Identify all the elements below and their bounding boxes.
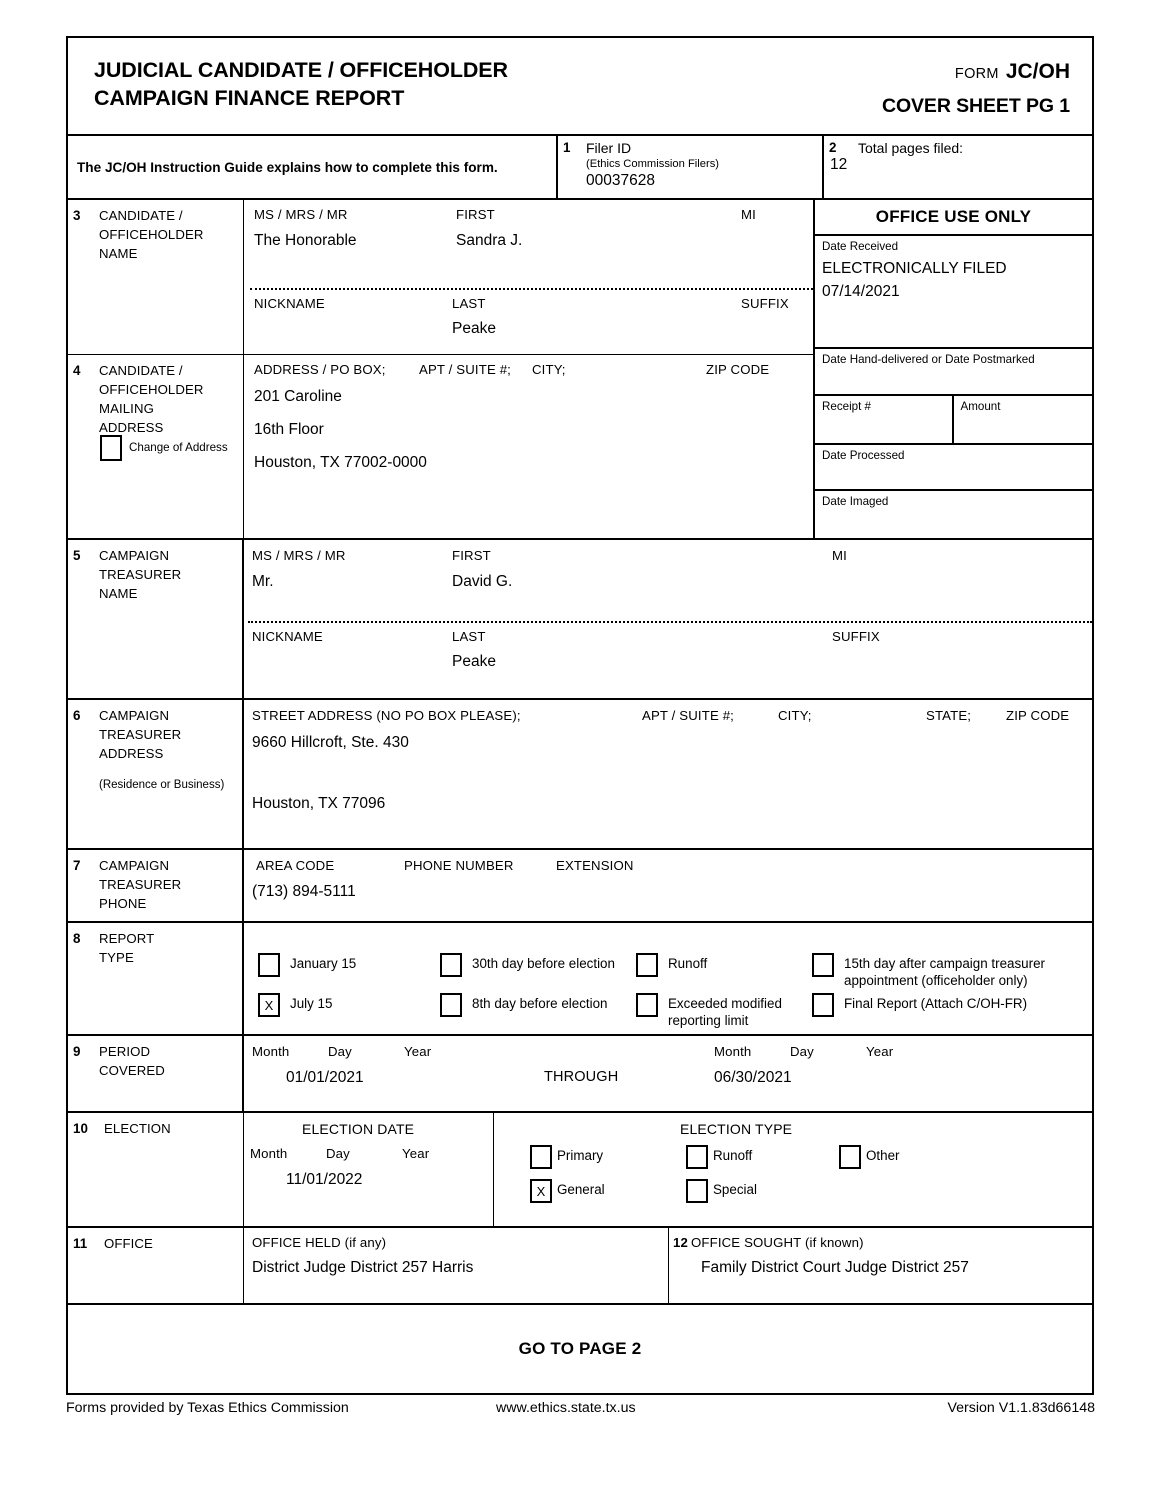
period-to-year-header: Year xyxy=(866,1044,894,1059)
date-processed-field xyxy=(815,445,1092,491)
period-from-day-header: Day xyxy=(328,1044,352,1059)
election-type-option-label: Special xyxy=(713,1182,757,1197)
mailing-address-header: ADDRESS / PO BOX; xyxy=(254,362,386,377)
office-sought-value[interactable]: Family District Court Judge District 257 xyxy=(701,1259,969,1276)
checkbox-30th-day-before-election[interactable] xyxy=(440,953,462,977)
instruction-text: The JC/OH Instruction Guide explains how to complete this form. xyxy=(77,159,498,175)
election-type-option-label: Other xyxy=(866,1148,900,1163)
election-type-option-primary[interactable] xyxy=(530,1145,603,1169)
treasurer-phone-number: 7 xyxy=(73,858,81,873)
candidate-name-label-l1: CANDIDATE / xyxy=(99,208,183,223)
treasurer-title-value[interactable]: Mr. xyxy=(252,573,274,590)
candidate-mi-header: MI xyxy=(741,207,756,222)
treasurer-address-label-l1: CAMPAIGN xyxy=(99,708,170,723)
election-number: 10 xyxy=(73,1121,88,1136)
treasurer-phone-label-l1: CAMPAIGN xyxy=(99,858,170,873)
total-pages-number: 2 xyxy=(829,140,837,155)
treasurer-name-number: 5 xyxy=(73,548,81,563)
title-line-2: CAMPAIGN FINANCE REPORT xyxy=(94,86,405,111)
treasurer-address-label xyxy=(68,700,244,848)
report-type-option-final-report[interactable] xyxy=(812,993,1082,1017)
go-to-page-2-row xyxy=(68,1305,1092,1393)
report-type-label-l1: REPORT xyxy=(99,931,155,946)
mailing-address-fields xyxy=(244,355,813,538)
treasurer-address-row xyxy=(68,700,1092,850)
election-type-option-other[interactable] xyxy=(839,1145,900,1169)
report-type-number: 8 xyxy=(73,931,81,946)
filer-id-sublabel: (Ethics Commission Filers) xyxy=(586,158,720,170)
checkbox-general[interactable]: X xyxy=(530,1179,552,1203)
candidate-name-label-l3: NAME xyxy=(99,246,138,261)
office-held-field xyxy=(244,1228,669,1303)
title-line-1: JUDICIAL CANDIDATE / OFFICEHOLDER xyxy=(94,58,508,82)
office-row xyxy=(68,1228,1092,1305)
treasurer-nickname-header: NICKNAME xyxy=(252,629,323,644)
change-of-address-label: Change of Address xyxy=(129,440,228,454)
treasurer-first-value[interactable]: David G. xyxy=(452,573,513,590)
office-label xyxy=(68,1228,244,1303)
election-type-title: ELECTION TYPE xyxy=(680,1121,793,1137)
treasurer-phone-label-l2: TREASURER xyxy=(99,877,182,892)
page-footer xyxy=(66,1400,1095,1416)
form-frame xyxy=(66,36,1094,1395)
mailing-address-line1[interactable]: 201 Caroline xyxy=(254,388,342,405)
candidate-name-label-l2: OFFICEHOLDER xyxy=(99,227,204,242)
treasurer-address-number: 6 xyxy=(73,708,81,723)
treasurer-name-fields xyxy=(244,540,1092,698)
footer-left: Forms provided by Texas Ethics Commission xyxy=(66,1400,349,1416)
election-label xyxy=(68,1113,244,1226)
period-covered-label-l2: COVERED xyxy=(99,1063,165,1078)
form-header xyxy=(68,38,1092,136)
period-covered-label-l1: PERIOD xyxy=(99,1044,151,1059)
office-use-only-title: OFFICE USE ONLY xyxy=(815,200,1092,236)
election-date-value[interactable]: 11/01/2022 xyxy=(286,1171,363,1188)
treasurer-name-row xyxy=(68,540,1092,700)
treasurer-zip-header: ZIP CODE xyxy=(1006,708,1070,723)
area-code-header: AREA CODE xyxy=(256,858,335,873)
treasurer-suffix-header: SUFFIX xyxy=(832,629,880,644)
report-type-option-label: 8th day before election xyxy=(472,996,608,1011)
candidate-last-value[interactable]: Peake xyxy=(452,320,496,337)
period-covered-fields xyxy=(244,1036,1092,1111)
candidate-first-header: FIRST xyxy=(456,207,495,222)
report-type-option-30th-day[interactable] xyxy=(440,953,615,977)
office-sought-field xyxy=(669,1228,1092,1303)
checkbox-exceeded-modified-reporting-limit[interactable] xyxy=(636,993,658,1017)
treasurer-name-label-l1: CAMPAIGN xyxy=(99,548,170,563)
election-date-field xyxy=(244,1113,494,1226)
treasurer-phone-row xyxy=(68,850,1092,923)
treasurer-city-header: CITY; xyxy=(778,708,812,723)
election-type-option-label: Runoff xyxy=(713,1148,753,1163)
report-type-option-8th-day[interactable] xyxy=(440,993,608,1017)
election-type-option-runoff[interactable] xyxy=(686,1145,752,1169)
candidate-last-header: LAST xyxy=(452,296,486,311)
office-held-value[interactable]: District Judge District 257 Harris xyxy=(252,1259,474,1276)
candidate-title-value[interactable]: The Honorable xyxy=(254,232,357,249)
report-type-option-label: July 15 xyxy=(290,996,333,1011)
filer-id-label: Filer ID xyxy=(586,140,632,156)
report-type-option-15th-day[interactable] xyxy=(812,953,1082,990)
candidate-nickname-header: NICKNAME xyxy=(254,296,325,311)
report-type-option-runoff[interactable] xyxy=(636,953,707,977)
total-pages-field xyxy=(824,136,1092,198)
treasurer-name-label xyxy=(68,540,244,698)
mailing-address-label-l4: ADDRESS xyxy=(99,420,164,435)
change-of-address-option[interactable] xyxy=(93,435,228,461)
checkbox-july-15[interactable]: X xyxy=(258,993,280,1017)
treasurer-address-line2[interactable]: Houston, TX 77096 xyxy=(252,795,386,812)
election-label-text: ELECTION xyxy=(104,1121,171,1136)
mailing-address-label-l1: CANDIDATE / xyxy=(99,363,183,378)
treasurer-phone-label-l3: PHONE xyxy=(99,896,147,911)
cover-sheet-label: COVER SHEET PG 1 xyxy=(881,94,1070,117)
period-to-month-header: Month xyxy=(714,1044,752,1059)
change-of-address-checkbox[interactable] xyxy=(100,435,122,461)
date-received-value-l2: 07/14/2021 xyxy=(822,283,900,300)
office-use-only-box xyxy=(815,200,1092,538)
election-month-header: Month xyxy=(250,1146,288,1161)
election-type-option-general[interactable] xyxy=(530,1179,605,1203)
checkbox-15th-day-after-appointment[interactable] xyxy=(812,953,834,977)
instruction-row xyxy=(68,136,1092,200)
date-hand-delivered-field xyxy=(815,349,1092,396)
report-type-options xyxy=(244,923,1092,1034)
total-pages-label: Total pages filed: xyxy=(858,140,964,156)
election-type-option-special[interactable] xyxy=(686,1179,757,1203)
treasurer-name-top xyxy=(244,540,1092,620)
treasurer-address-fields xyxy=(244,700,1092,848)
date-received-value-l1: ELECTRONICALLY FILED xyxy=(822,260,1007,277)
report-type-label-l2: TYPE xyxy=(99,950,134,965)
mailing-address-label-l2: OFFICEHOLDER xyxy=(99,382,204,397)
period-from-year-header: Year xyxy=(404,1044,432,1059)
form-code-line xyxy=(882,58,1070,87)
treasurer-street-header: STREET ADDRESS (NO PO BOX PLEASE); xyxy=(252,708,521,723)
filer-id-number: 1 xyxy=(563,140,571,155)
period-from-value[interactable]: 01/01/2021 xyxy=(286,1069,364,1086)
form-value: JC/OH xyxy=(1005,60,1070,83)
candidate-title-header: MS / MRS / MR xyxy=(254,207,348,222)
treasurer-address-sublabel: (Residence or Business) xyxy=(99,779,225,791)
period-covered-row xyxy=(68,1036,1092,1113)
treasurer-last-value[interactable]: Peake xyxy=(452,653,496,670)
checkbox-runoff[interactable] xyxy=(636,953,658,977)
page-title xyxy=(94,56,508,113)
election-type-field xyxy=(494,1113,1092,1226)
checkbox-special[interactable] xyxy=(686,1179,708,1203)
treasurer-state-header: STATE; xyxy=(926,708,972,723)
office-number: 11 xyxy=(73,1236,88,1251)
treasurer-address-line1[interactable]: 9660 Hillcroft, Ste. 430 xyxy=(252,734,409,751)
election-type-option-label: Primary xyxy=(557,1148,604,1163)
candidate-suffix-header: SUFFIX xyxy=(741,296,789,311)
report-type-label xyxy=(68,923,244,1034)
candidate-name-top xyxy=(244,200,813,287)
treasurer-phone-fields xyxy=(244,850,1092,921)
footer-right: Version V1.1.83d66148 xyxy=(947,1400,1095,1416)
candidate-name-bottom xyxy=(244,290,813,354)
election-row xyxy=(68,1113,1092,1228)
footer-center: www.ethics.state.tx.us xyxy=(496,1400,636,1416)
candidate-sections xyxy=(68,200,815,538)
mailing-address-row xyxy=(68,355,813,538)
report-type-option-label: Final Report (Attach C/OH-FR) xyxy=(844,996,1028,1011)
candidate-name-number: 3 xyxy=(73,208,81,223)
period-through-label: THROUGH xyxy=(544,1069,619,1085)
office-sought-number: 12 xyxy=(673,1235,688,1250)
candidate-name-label xyxy=(68,200,244,354)
treasurer-phone-value[interactable]: (713) 894-5111 xyxy=(252,883,356,900)
instruction-guide-note xyxy=(68,136,558,198)
candidate-name-row xyxy=(68,200,813,355)
report-type-option-january-15[interactable] xyxy=(258,953,356,977)
candidate-first-value[interactable]: Sandra J. xyxy=(456,232,523,249)
mailing-apt-header: APT / SUITE #; xyxy=(419,362,511,377)
mailing-city-header: CITY; xyxy=(532,362,566,377)
report-type-option-exceeded-limit[interactable] xyxy=(636,993,786,1030)
office-held-label: OFFICE HELD (if any) xyxy=(252,1235,387,1250)
amount-field xyxy=(954,396,1093,443)
filer-id-value: 00037628 xyxy=(586,172,655,189)
election-type-option-label: General xyxy=(557,1182,605,1197)
mailing-address-label xyxy=(68,355,244,538)
treasurer-phone-label xyxy=(68,850,244,921)
treasurer-name-label-l3: NAME xyxy=(99,586,138,601)
mailing-address-number: 4 xyxy=(73,363,81,378)
date-imaged-label: Date Imaged xyxy=(822,495,889,508)
treasurer-apt-header: APT / SUITE #; xyxy=(642,708,734,723)
go-to-page-2-text: GO TO PAGE 2 xyxy=(518,1339,642,1358)
treasurer-title-header: MS / MRS / MR xyxy=(252,548,346,563)
period-covered-number: 9 xyxy=(73,1044,81,1059)
date-imaged-field xyxy=(815,491,1092,538)
election-date-title: ELECTION DATE xyxy=(302,1121,415,1137)
checkbox-january-15[interactable] xyxy=(258,953,280,977)
report-type-option-label: 15th day after campaign treasurer appointment (officeholder only) xyxy=(844,956,1045,989)
receipt-field xyxy=(815,396,954,443)
receipt-amount-field xyxy=(815,396,1092,445)
report-type-option-label: 30th day before election xyxy=(472,956,615,971)
mailing-address-line3[interactable]: Houston, TX 77002-0000 xyxy=(254,454,427,471)
treasurer-name-label-l2: TREASURER xyxy=(99,567,182,582)
form-identifier xyxy=(882,56,1070,119)
period-covered-label xyxy=(68,1036,244,1111)
report-type-option-label: Exceeded modified reporting limit xyxy=(668,996,782,1029)
amount-label: Amount xyxy=(960,400,1001,413)
treasurer-first-header: FIRST xyxy=(452,548,491,563)
mailing-zip-header: ZIP CODE xyxy=(706,362,770,377)
candidate-name-fields xyxy=(244,200,813,354)
checkbox-primary[interactable] xyxy=(530,1145,552,1169)
mailing-address-line2[interactable]: 16th Floor xyxy=(254,421,324,438)
filer-id-field xyxy=(558,136,824,198)
form-label: FORM xyxy=(954,66,999,82)
report-type-option-label: Runoff xyxy=(668,956,708,971)
office-label-text: OFFICE xyxy=(104,1236,153,1251)
period-to-day-header: Day xyxy=(790,1044,814,1059)
date-received-field xyxy=(815,236,1092,349)
report-type-row xyxy=(68,923,1092,1036)
office-sought-label: OFFICE SOUGHT (if known) xyxy=(691,1235,864,1250)
date-received-label: Date Received xyxy=(822,240,899,253)
treasurer-address-label-l3: ADDRESS xyxy=(99,746,164,761)
period-to-value[interactable]: 06/30/2021 xyxy=(714,1069,792,1086)
election-year-header: Year xyxy=(402,1146,430,1161)
report-type-option-july-15[interactable] xyxy=(258,993,332,1017)
checkbox-final-report[interactable] xyxy=(812,993,834,1017)
report-type-option-label: January 15 xyxy=(290,956,357,971)
extension-header: EXTENSION xyxy=(556,858,634,873)
period-from-month-header: Month xyxy=(252,1044,290,1059)
treasurer-mi-header: MI xyxy=(832,548,847,563)
date-hand-delivered-label: Date Hand-delivered or Date Postmarked xyxy=(822,353,1035,366)
receipt-label: Receipt # xyxy=(822,400,871,413)
treasurer-name-bottom xyxy=(244,623,1092,698)
checkbox-other[interactable] xyxy=(839,1145,861,1169)
phone-number-header: PHONE NUMBER xyxy=(404,858,514,873)
checkbox-election-runoff[interactable] xyxy=(686,1145,708,1169)
election-day-header: Day xyxy=(326,1146,350,1161)
checkbox-8th-day-before-election[interactable] xyxy=(440,993,462,1017)
mailing-address-label-l3: MAILING xyxy=(99,401,154,416)
treasurer-address-label-l2: TREASURER xyxy=(99,727,182,742)
date-processed-label: Date Processed xyxy=(822,449,905,462)
treasurer-last-header: LAST xyxy=(452,629,486,644)
total-pages-value: 12 xyxy=(830,156,848,173)
candidate-and-office-use-row xyxy=(68,200,1092,540)
